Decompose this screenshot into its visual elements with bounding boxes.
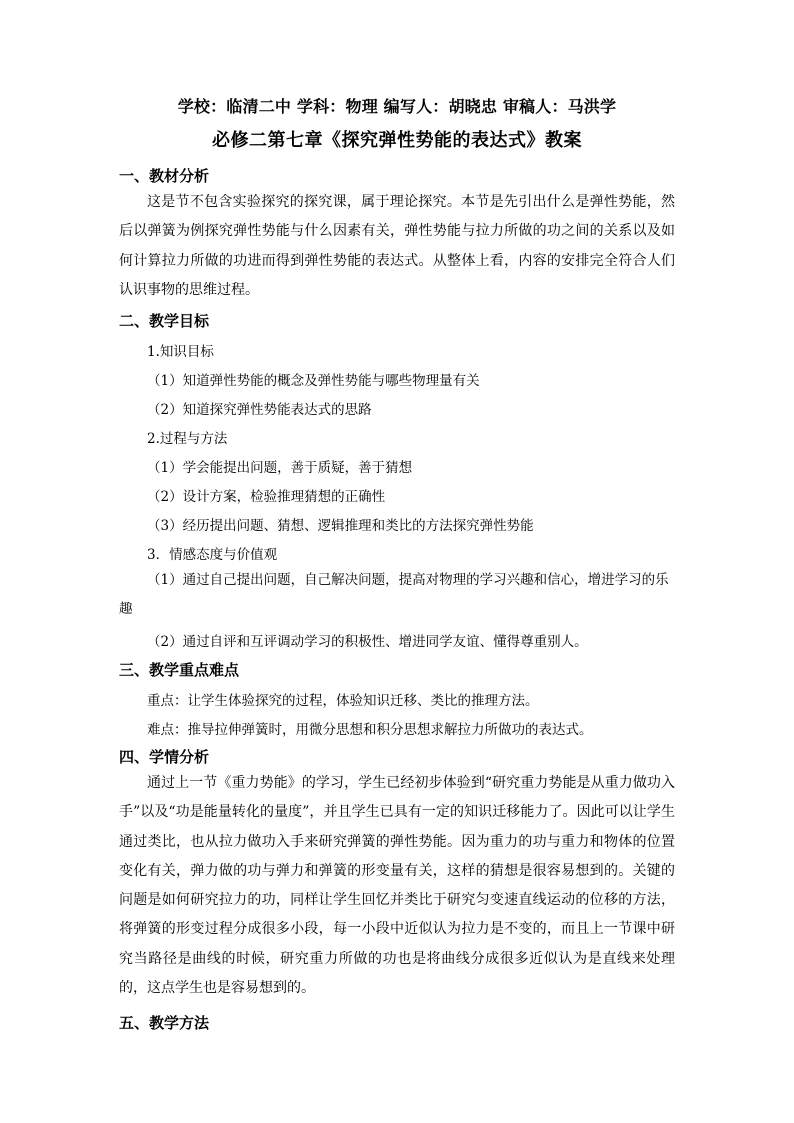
goal-process-item-1: （1）学会能提出问题，善于质疑，善于猜想 — [147, 460, 413, 476]
goal-knowledge-item-1: （1）知道弹性势能的概念及弹性势能与哪些物理量有关 — [147, 373, 480, 389]
textbook-analysis-paragraph: 这是节不包含实验探究的探究课，属于理论探究。本节是先引出什么是弹性势能，然后以弹簧为例探究弹性势能与什么因素有关，弹性势能与拉力所做的功之间的关系以及如何计算拉力所做的功进而得到弹性势能的表达式。从整体上看，内容的安排完全符合人们认识事物的思维过程。 — [119, 194, 675, 298]
section-heading-student-analysis: 四、学情分析 — [119, 748, 210, 766]
goal-process-item-3: （3）经历提出问题、猜想、逻辑推理和类比的方法探究弹性势能 — [147, 518, 534, 534]
page-title: 必修二第七章《探究弹性势能的表达式》教案 — [212, 130, 582, 151]
goal-attitude-item-1: （1）通过自己提出问题，自己解决问题，提高对物理的学习兴趣和信心，增进学习的乐趣 — [119, 572, 669, 617]
key-point: 重点：让学生体验探究的过程，体验知识迁移、类比的推理方法。 — [147, 693, 539, 709]
section-heading-textbook-analysis: 一、教材分析 — [119, 167, 210, 185]
student-analysis-paragraph: 通过上一节《重力势能》的学习，学生已经初步体验到“研究重力势能是从重力做功入手”以及“功是能量转化的量度”，并且学生已具有一定的知识迁移能力了。因此可以让学生通过类比，也从拉力做功入手来研究弹簧的弹性势能。因为重力的功与重力和物体的位置变化有关，弹力做的功与弹力和弹簧的形变量有关，这样的猜想是很容易想到的。关键的问题是如何研究拉力的功，同样让学生回忆并类比于研究匀变速直线运动的位移的方法，将弹簧的形变过程分成很多小段，每一小段中近似认为拉力是不变的，而且上一节课中研究当路径是曲线的时候，研究重力所做的功也是将曲线分成很多近似认为是直线来处理的，这点学生也是容易想到的。 — [119, 775, 675, 997]
section-heading-key-difficult: 三、教学重点难点 — [119, 661, 240, 679]
goal-attitude-item-2: （2）通过自评和互评调动学习的积极性、增进同学友谊、懂得尊重别人。 — [147, 634, 588, 650]
section-heading-teaching-method: 五、教学方法 — [119, 1014, 210, 1032]
goal-attitude: 3．情感态度与价值观 — [147, 547, 278, 563]
goal-process-item-2: （2）设计方案，检验推理猜想的正确性 — [147, 489, 386, 505]
school-info-line: 学校：临清二中 学科：物理 编写人：胡晓忠 审稿人：马洪学 — [177, 97, 617, 116]
section-heading-teaching-goals: 二、教学目标 — [119, 312, 210, 330]
goal-knowledge: 1.知识目标 — [147, 344, 214, 360]
goal-knowledge-item-2: （2）知道探究弹性势能表达式的思路 — [147, 402, 372, 418]
difficult-point: 难点：推导拉伸弹簧时，用微分思想和积分思想求解拉力所做功的表达式。 — [147, 722, 593, 738]
goal-process: 2.过程与方法 — [147, 431, 228, 447]
